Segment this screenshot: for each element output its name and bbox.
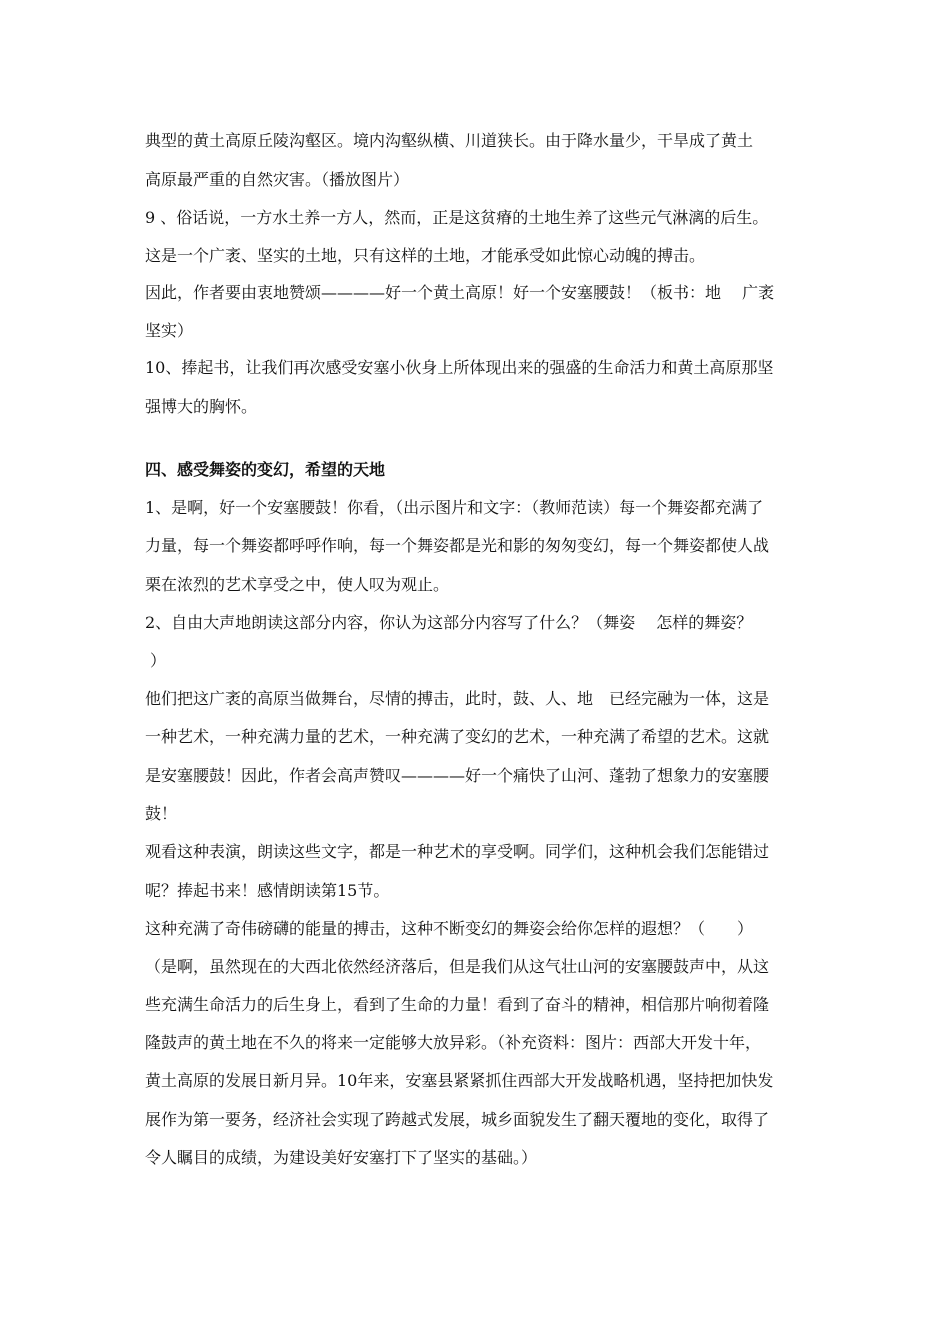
paragraph-line: 10、捧起书，让我们再次感受安塞小伙身上所体现出来的强盛的生命活力和黄土高原那坚	[145, 358, 774, 377]
paragraph-line: 呢？捧起书来！感情朗读第15节。	[145, 881, 390, 900]
paragraph-line: 这种充满了奇伟磅礴的能量的搏击，这种不断变幻的舞姿会给你怎样的遐想？（ ）	[145, 919, 754, 938]
paragraph-line: 黄土高原的发展日新月异。10年来，安塞县紧紧抓住西部大开发战略机遇，坚持把加快发	[145, 1071, 774, 1090]
paragraph-line: 1、是啊，好一个安塞腰鼓！你看，（出示图片和文字：（教师范读）每一个舞姿都充满了	[145, 498, 764, 517]
paragraph-line: 2、自由大声地朗读这部分内容，你认为这部分内容写了什么？（舞姿 怎样的舞姿？	[145, 613, 753, 632]
paragraph-line: 些充满生命活力的后生身上，看到了生命的力量！看到了奋斗的精神，相信那片响彻着隆	[145, 995, 770, 1014]
paragraph-line: 是安塞腰鼓！因此，作者会高声赞叹————好一个痛快了山河、蓬勃了想象力的安塞腰	[145, 766, 770, 785]
paragraph-line: 令人瞩目的成绩，为建设美好安塞打下了坚实的基础。）	[145, 1148, 538, 1167]
paragraph-line: 栗在浓烈的艺术享受之中，使人叹为观止。	[145, 575, 450, 594]
paragraph-line: （是啊，虽然现在的大西北依然经济落后，但是我们从这气壮山河的安塞腰鼓声中，从这	[145, 957, 770, 976]
paragraph-line: 强博大的胸怀。	[145, 397, 258, 416]
paragraph-line: 一种艺术，一种充满力量的艺术，一种充满了变幻的艺术，一种充满了希望的艺术。这就	[145, 727, 770, 746]
paragraph-line: 因此，作者要由衷地赞颂————好一个黄土高原！好一个安塞腰鼓！（板书：地 广袤	[145, 283, 775, 302]
paragraph-line: 观看这种表演，朗读这些文字，都是一种艺术的享受啊。同学们，这种机会我们怎能错过	[145, 842, 770, 861]
paragraph-line: 隆鼓声的黄土地在不久的将来一定能够大放异彩。（补充资料：图片：西部大开发十年，	[145, 1033, 762, 1052]
paragraph-line: 坚实）	[145, 321, 194, 340]
paragraph-line: 他们把这广袤的高原当做舞台，尽情的搏击，此时，鼓、人、地 已经完融为一体，这是	[145, 689, 770, 708]
paragraph-line: ）	[150, 651, 167, 670]
paragraph-line: 高原最严重的自然灾害。（播放图片）	[145, 170, 410, 189]
paragraph-line: 9 、俗话说，一方水土养一方人，然而，正是这贫瘠的土地生养了这些元气淋漓的后生。	[145, 208, 769, 227]
paragraph-line: 展作为第一要务，经济社会实现了跨越式发展，城乡面貌发生了翻天覆地的变化，取得了	[145, 1110, 770, 1129]
paragraph-line: 力量，每一个舞姿都呼呼作响，每一个舞姿都是光和影的匆匆变幻，每一个舞姿都使人战	[145, 536, 770, 555]
section-heading: 四、感受舞姿的变幻，希望的天地	[145, 460, 386, 479]
paragraph-line: 鼓！	[145, 804, 178, 823]
paragraph-line: 这是一个广袤、坚实的土地，只有这样的土地，才能承受如此惊心动魄的搏击。	[145, 246, 706, 265]
paragraph-line: 典型的黄土高原丘陵沟壑区。境内沟壑纵横、川道狭长。由于降水量少，干旱成了黄土	[145, 131, 754, 150]
